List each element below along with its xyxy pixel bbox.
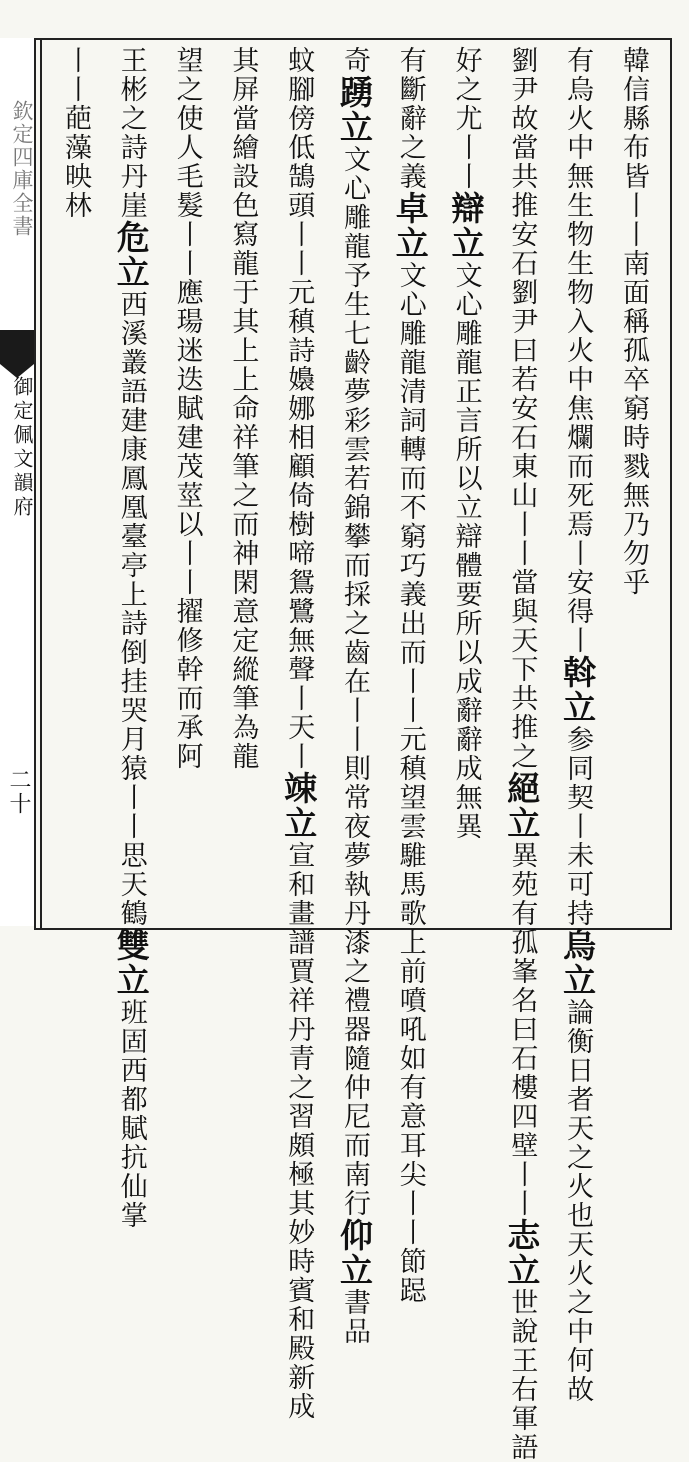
entry-headword: 危立 (111, 220, 151, 290)
text-column (329, 46, 377, 1346)
text-column (162, 46, 210, 920)
entry-text: 王彬之詩丹崖 (115, 46, 147, 220)
entry-text: 文心雕龍予生七齡夢彩雲若錦攀而採之齒在丨丨則常夜夢執丹漆之禮器隨仲尼而南行 (338, 145, 370, 1218)
entry-text: 世說王右軍語 (506, 1288, 538, 1462)
entry-text: 参同契丨未可持 (562, 725, 594, 928)
entry-text: 丨丨葩藻映林 (60, 46, 91, 220)
entry-headword: 烏立 (558, 928, 598, 998)
entry-text: 班固西都賦抗仙掌 (115, 998, 147, 1230)
page-margin (0, 38, 34, 926)
entry-text: 文心雕龍清詞轉而不窮巧義出而丨丨元稹望雲騅馬歌上前噴吼如有意耳尖丨丨節跽 (394, 261, 426, 1305)
entry-text: 望之使人毛髮丨丨應瑒迷迭賦建茂莖以丨丨擢修幹而承阿 (171, 46, 203, 771)
text-column (441, 46, 489, 920)
entry-headword: 志立 (502, 1218, 542, 1288)
text-column (217, 46, 265, 920)
entry-text: 其屏當繪設色寫龍于其上上命祥筆之而神閑意定縱筆為龍 (227, 46, 259, 771)
entry-text: 有烏火中無生物生物入火中焦爛而死焉丨安得丨 (562, 46, 594, 655)
entry-text: 西溪叢語建康鳳凰臺亭上詩倒挂哭月猿丨丨思天鶴 (115, 290, 147, 928)
entry-text: 有斷辭之義 (394, 46, 426, 191)
entry-headword: 絕立 (502, 771, 542, 841)
text-column (273, 46, 321, 1421)
text-column (385, 46, 433, 1305)
frame-divider (40, 38, 42, 928)
entry-headword: 竦立 (279, 771, 319, 841)
entry-text: 異苑有孤峯名曰石樓四壁丨丨 (506, 841, 538, 1218)
entry-text: 蚊腳傍低鵠頭丨丨元稹詩嬝娜相顧倚樹啼鴛鷺無聲丨天丨 (283, 46, 315, 771)
entry-text: 書品 (338, 1288, 370, 1346)
text-column (496, 46, 544, 1462)
text-column (50, 46, 98, 920)
entry-text: 奇 (338, 46, 370, 75)
entry-headword: 雙立 (111, 928, 151, 998)
margin-book-title: 御定佩文韻府 (10, 376, 34, 520)
text-column (106, 46, 154, 1230)
entry-headword: 仰立 (334, 1218, 374, 1288)
entry-headword: 踴立 (334, 75, 374, 145)
entry-text: 論衡日者天之火也天火之中何故 (562, 998, 594, 1404)
entry-text: 韓信縣布皆丨丨南面稱孤卒窮時戮無乃勿乎 (617, 46, 649, 597)
entry-headword: 辯立 (446, 191, 486, 261)
entry-text: 宣和畫譜賈祥丹青之習頗極其妙時賓和殿新成 (283, 841, 315, 1421)
entry-headword: 斡立 (558, 655, 598, 725)
margin-series-title: 欽定四庫全書 (10, 100, 34, 238)
text-column (552, 46, 600, 1404)
entry-headword: 卓立 (390, 191, 430, 261)
fishtail-ornament (0, 330, 34, 364)
text-body (50, 46, 656, 1462)
entry-text: 好之尤丨丨 (450, 46, 482, 191)
entry-text: 劉尹故當共推安石劉尹曰若安石東山丨丨當與天下共推之 (506, 46, 538, 771)
text-column (608, 46, 656, 920)
margin-page-number: 二十 (6, 768, 31, 816)
entry-text: 文心雕龍正言所以立辯體要所以成辭辭成無異 (450, 261, 482, 841)
